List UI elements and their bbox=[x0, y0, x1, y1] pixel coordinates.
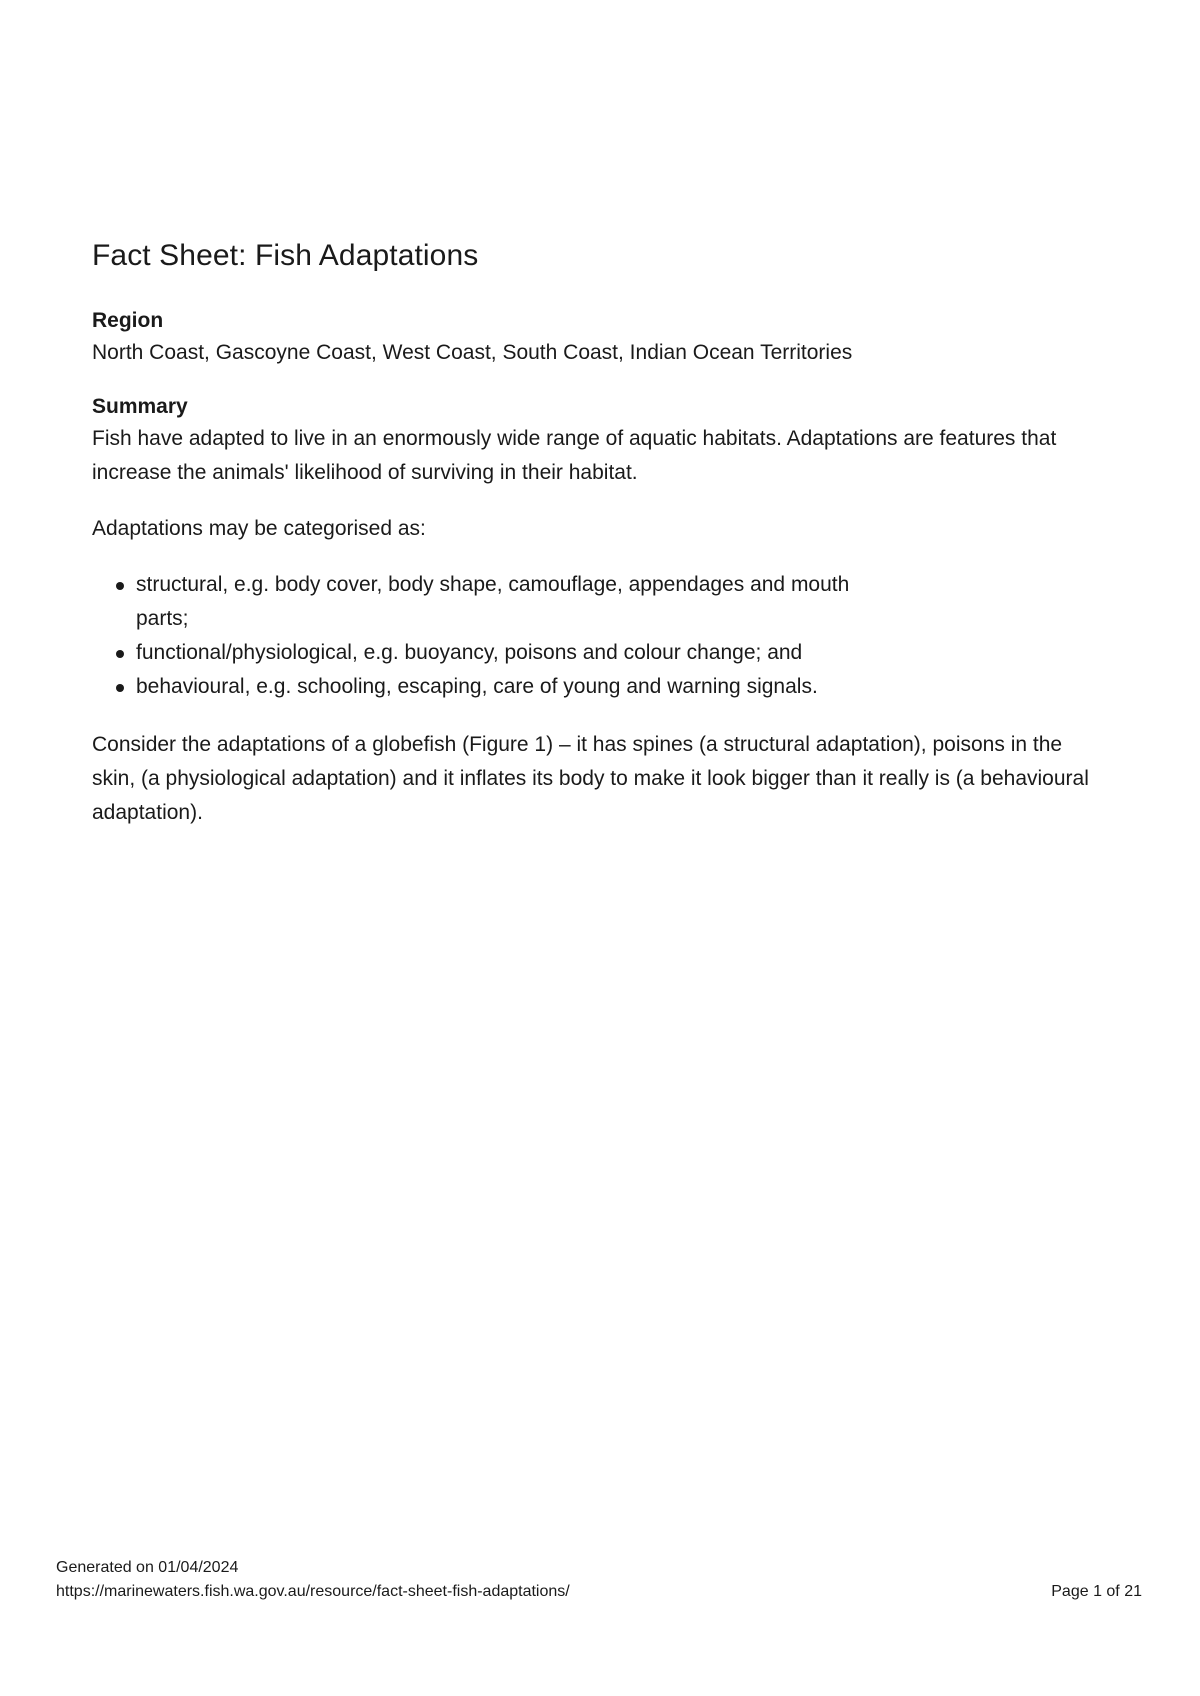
list-item bbox=[92, 670, 1102, 704]
list-item-text: behavioural, e.g. schooling, escaping, care of young and warning signals. bbox=[136, 675, 818, 698]
list-item-text: functional/physiological, e.g. buoyancy, poisons and colour change; and bbox=[136, 641, 803, 664]
page-title: Fact Sheet: Fish Adaptations bbox=[92, 239, 479, 272]
categories-intro: Adaptations may be categorised as: bbox=[92, 517, 426, 540]
categories-list bbox=[92, 568, 1102, 704]
list-item bbox=[92, 636, 1102, 670]
generated-date: Generated on 01/04/2024 bbox=[56, 1559, 239, 1576]
page-number: Page 1 of 21 bbox=[1051, 1583, 1142, 1600]
globefish-paragraph: Consider the adaptations of a globefish (Figure 1) – it has spines (a structural adaptation), poisons in the skin, (a physiological adaptation) and it inflates its body to make it look bigger than it really is (a behavioural adaptation). bbox=[92, 733, 1089, 824]
bullet-icon bbox=[116, 582, 124, 590]
summary-text: Fish have adapted to live in an enormously wide range of aquatic habitats. Adaptations are features that increase the animals' likelihood of surviving in their habitat. bbox=[92, 427, 1057, 484]
bullet-icon bbox=[116, 684, 124, 692]
bullet-icon bbox=[116, 650, 124, 658]
document-body bbox=[92, 236, 1102, 830]
list-item bbox=[92, 568, 896, 636]
source-url: https://marinewaters.fish.wa.gov.au/resource/fact-sheet-fish-adaptations/ bbox=[56, 1583, 570, 1600]
summary-label: Summary bbox=[92, 395, 188, 418]
page-footer bbox=[56, 1556, 570, 1604]
list-item-text: structural, e.g. body cover, body shape, camouflage, appendages and mouth parts; bbox=[136, 573, 850, 630]
region-text: North Coast, Gascoyne Coast, West Coast, South Coast, Indian Ocean Territories bbox=[92, 341, 853, 364]
region-label: Region bbox=[92, 309, 164, 332]
